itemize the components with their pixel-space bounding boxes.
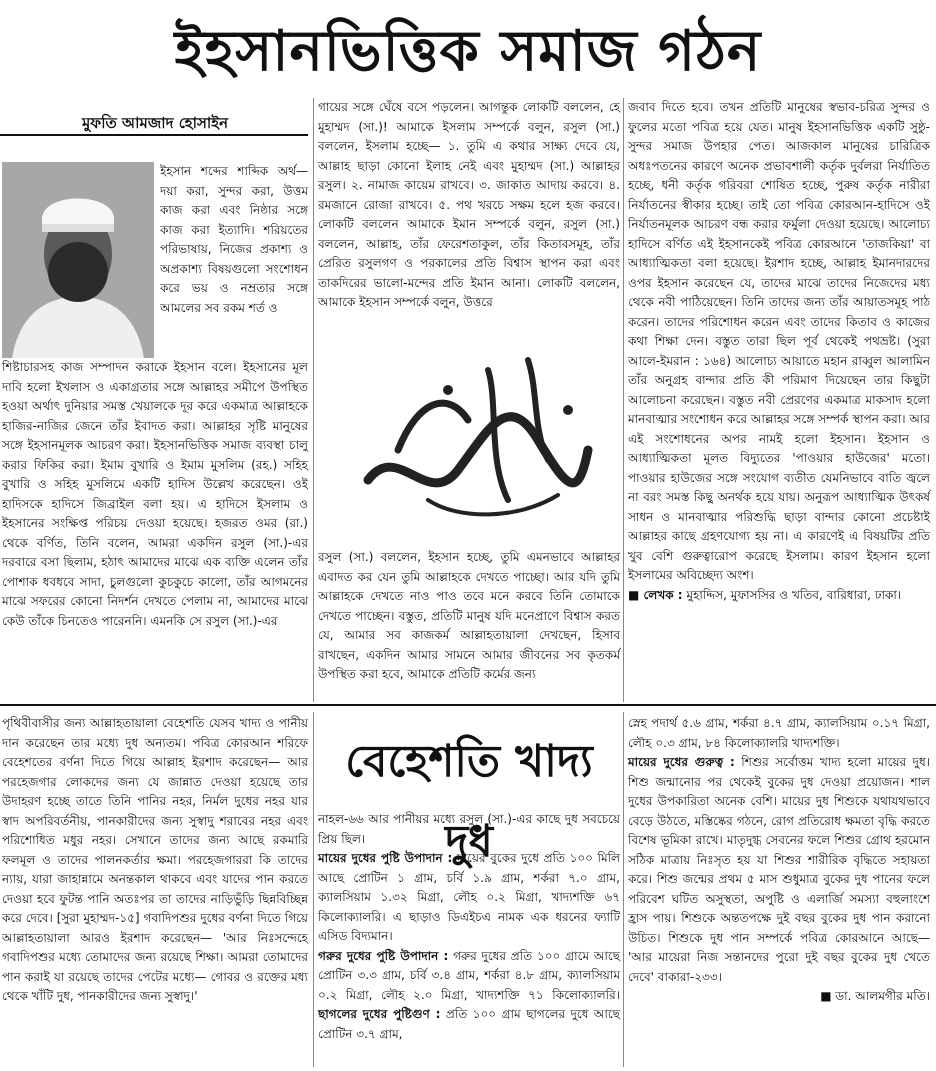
author-portrait-image (2, 162, 154, 358)
importance-label: মায়ের দুধের গুরুত্ব : (628, 755, 735, 769)
article1-col1-bottom (2, 358, 308, 631)
calligraphy-ornament (338, 330, 608, 530)
article1-paragraph: শিষ্টাচারসহ কাজ সম্পাদন করাকে ইহসান বলে। ইহসানের মূল দাবি হলো ইখলাস ও একাগ্রতার সঙ্গে আল্লাহর সমীপে উপস্থিত হওয়া অর্থাৎ দুনিয়ার সমস্ত খেয়ালকে দূর করে একমাত্র আল্লাহকে হাজির-নাজির জেনে তাঁর ইবাদত করা। আল্লাহর সৃষ্টি মানুষের সঙ্গে ইহসানমূলক আচরণ করা। ইহসানভিত্তিক সমাজ ব্যবস্থা চালু করার ফিকির করা। ইমাম বুখারি ও ইমাম মুসলিম (রহ.) সহিহ বুখারি ও সহিহ মুসলিমে একটি হাদিস উল্লেখ করেছেন। ওই হাদিসকে হাদিসে জিব্রাইল বলা হয়। এ হাদিসে ইসলাম ও ইহসানের সংক্ষিপ্ত পরিচয় দেওয়া হয়েছে। হজরত ওমর (রা.) থেকে বর্ণিত, তিনি বলেন, আমরা একদিন রসুল (সা.)-এর দরবারে বসা ছিলাম, হঠাৎ আমাদের মাঝে এক ব্যক্তি এলেন তাঁর পোশাক ধবধবে সাদা, চুলগুলো কুচকুচে কালো, তাঁর আগমনের মাঝে সফরের কোনো নিদর্শন দেখতে পেলাম না, আমাদের মাঝে কেউ তাঁকে চিনতেও পারেননি। এমনকি সে রসুল (সা.)-এর (2, 360, 308, 628)
article2-paragraph: পৃথিবীবাসীর জন্য আল্লাহতায়ালা বেহেশতি যেসব খাদ্য ও পানীয় দান করেছেন তার মধ্যে দুধ অন্যতম। পবিত্র কোরআন শরিফে বেহেশতের বর্ণনা দিতে গিয়ে আল্লাহ ইরশাদ করেছেন— আর পরহেজগার লোকদের জন্য যে জান্নাত দেওয়া হয়েছে তার উদাহরণ হচ্ছে তাতে তিনি পানির নহর, নির্মল দুধের নহর যার স্বাদ অপরিবর্তনীয়, পানকারীদের জন্য সুস্বাদু শরাবের নহর এবং পরিশোধিত মধুর নহর। সেখানে তাদের জন্য আছে রকমারি ফলমূল ও তাদের পালনকর্তার ক্ষমা। পরহেজগাররা কি তাদের ন্যায়, যারা জাহান্নামে অনন্তকাল থাকবে এবং যাদের পান করতে দেওয়া হবে ফুটন্ত পানি অতঃপর তা তাদের নাড়িভুঁড়ি ছিন্নবিচ্ছিন্ন করে দেবে। [সুরা মুহাম্মদ-১৫] গবাদিপশুর দুধের বর্ণনা দিতে গিয়ে আল্লাহতায়ালা আরও ইরশাদ করেছেন— 'আর নিঃসন্দেহে গবাদিপশুর মধ্যে তোমাদের জন্য রয়েছে শিক্ষা। আমরা তোমাদের পান করাই যা রয়েছে তাদের পেটের মধ্যে— গোবর ও রক্তের মধ্য থেকে খাঁটি দুধ, পানকারীদের জন্য সুস্বাদু।' (2, 716, 308, 1003)
importance-text: শিশুর সর্বোত্তম খাদ্য হলো মায়ের দুধ। শিশু জন্মানোর পর থেকেই বুকের দুধ দেওয়া প্রয়োজন। শাল দুধের উপকারিতা অনেক বেশি। মায়ের দুধ শিশুকে যথাযথভাবে বেড়ে উঠতে, মস্তিষ্কের গঠনে, রোগ প্রতিরোধ ক্ষমতা বৃদ্ধি করতে বিশেষ ভূমিকা রাখে। মাতৃদুগ্ধ সেবনের ফলে শিশুর গ্রোথ হরমোন সঠিক মাত্রায় নিঃসৃত হয় যা শিশুর শারীরিক বৃদ্ধিতে সহায়তা করে। শিশু জন্মের প্রথম ৫ মাস শুধুমাত্র বুকের দুধ পানের ফলে পরিবেশ ঘটিত অসুস্থতা, অপুষ্টি ও এলার্জি সমস্যা বহুলাংশে হ্রাস পায়। শিশুকে অন্ততপক্ষে দুই বছর বুকের দুধ পান করানো উচিত। শিশুকে দুধ পান সম্পর্কে পবিত্র কোরআনে আছে— 'আর মায়েরা নিজ সন্তানদের পুরো দুই বছর বুকের দুধ খেতে দেবে' বাকারা-২৩৩। (628, 755, 930, 984)
article1-paragraph: গায়ের সঙ্গে ঘেঁষে বসে পড়লেন। আগন্তুক লোকটি বললেন, হে মুহাম্মদ (সা.)! আমাকে ইসলাম সম্পর্কে বলুন, রসুল (সা.) বললেন, ইসলাম হচ্ছে— ১. তুমি এ কথার সাক্ষ্য দেবে যে, আল্লাহ ছাড়া কোনো ইলাহ নেই এবং মুহাম্মদ (সা.) আল্লাহর রসুল। ২. নামাজ কায়েম রাখবে। ৩. জাকাত আদায় করবে। ৪. রমজানে রোজা রাখবে। ৫. পথ খরচে সক্ষম হলে হজ করবে। লোকটি বললেন আমাকে ইমান সম্পর্কে বলুন, রসুল (সা.) বললেন, আল্লাহ, তাঁর ফেরেশতাকুল, তাঁর কিতাবসমূহ, তাঁর প্রেরিত রসুলগণ ও পরকালের প্রতি বিশ্বাস স্থাপন করা এবং তাকদিরের ভালো-মন্দের প্রতি ইমান আনা। লোকটি বললেন, আমাকে ইহসান সম্পর্কে বলুন, উত্তরে (318, 100, 620, 309)
article1-col1-top (160, 162, 308, 318)
author-name: মুফতি আমজাদ হোসাইন (81, 114, 229, 132)
article-title: ইহসানভিত্তিক সমাজ গঠন (174, 18, 762, 84)
article2-col2 (318, 810, 620, 1044)
cow-milk-text: গরুর দুধের প্রতি ১০০ গ্রামে আছে প্রোটিন ৩.৩ গ্রাম, চর্বি ৩.৪ গ্রাম, শর্করা ৪.৮ গ্রাম, ক্যালসিয়াম ০.২ মিগ্রা, লৌহ ২.০ মিগ্রা, খাদ্যশক্তি ৭১ কিলোক্যালরি। (318, 948, 620, 1002)
calligraphy-image (338, 330, 608, 530)
column-rule (313, 98, 314, 702)
breast-milk-importance (628, 753, 930, 987)
article1-col2-bottom (318, 548, 620, 685)
article2-col1 (2, 714, 308, 1007)
goat-milk-text: প্রতি ১০০ গ্রাম ছাগলের দুধে আছে প্রোটিন ৩.৭ গ্রাম, (318, 1007, 620, 1041)
mother-milk-label: মায়ের দুধের পুষ্টি উপাদান : (318, 851, 453, 865)
article1-col3 (628, 98, 930, 605)
article1-paragraph: জবাব দিতে হবে। তখন প্রতিটি মানুষের স্বভাব-চরিত্র সুন্দর ও ফুলের মতো পবিত্র হয়ে যেত। মানুষ ইহসানভিত্তিক একটি সুষ্ঠু-সুন্দর সমাজ উপহার পেত। আজকাল মানুষের চারিত্রিক অধঃপতনের কারণে অনেক প্রভাবশালী কর্তৃক দুর্বলরা নির্যাতিত হচ্ছে, ধনী কর্তৃক গরিবরা শোষিত হচ্ছে, পুরুষ কর্তৃক নারীরা নির্যাতনের স্বীকার হচ্ছে। তাই তো পবিত্র কোরআন-হাদিসে ওই নির্যাতনমূলক আচরণ বন্ধ করার ফর্মুলা দেওয়া হয়েছে। আলোচ্য হাদিসে বর্ণিত এই ইহসানকেই পবিত্র কোরআনে 'তাজকিয়া' বা আধ্যাত্মিকতা বলা হয়েছে। ইরশাদ হচ্ছে, আল্লাহ ইমানদারদের ওপর ইহসান করেছেন যে, তাদের মাঝে তাদের নিজেদের মধ্য থেকে নবী পাঠিয়েছেন। তিনি তাদের জন্য তাঁর আয়াতসমূহ পাঠ করেন। তাদের পরিশোধন করেন এবং তাদের কিতাব ও কাজের কথা শিক্ষা দেন। বস্তুত তারা ছিল পূর্ব থেকেই পথভ্রষ্ট। (সুরা আলে-ইমরান : ১৬৪) আলোচ্য আয়াতে মহান রাব্বুল আলামিন তাঁর অনুগ্রহ বান্দার প্রতি কী পরিমাণ দিয়েছেন তার কিছুটা আলোচনা করেছেন। বস্তুত নবী প্রেরণের একমাত্র মাকসাদ হলো মানবাত্মার সংশোধন করে আল্লাহর সঙ্গে সম্পর্ক স্থাপন করা। আর এই সংশোধনের অপর নামই হলো ইহসান। ইহসান ও আধ্যাত্মিকতা মূলত বিদ্যুতের 'পাওয়ার হাউজের' মতো। পাওয়ার হাউজের সঙ্গে সংযোগ ব্যতীত যেমনিভাবে বাতি জ্বলে না বরং সমস্ত কিছু অনর্থক হয়ে যায়। অনুরূপ আধ্যাত্মিক উৎকর্ষ সাধন ও মানবাত্মার পরিশুদ্ধি ছাড়া বান্দার কোনো প্রচেষ্টাই আল্লাহর কাছে গ্রহণযোগ্য হয় না। এ কারণেই এ বিষয়টির প্রতি খুব বেশি গুরুত্বারোপ করেছে ইসলাম। কারণ ইহসান হলো ইসলামের অবিচ্ছেদ্য অংশ। (628, 100, 930, 582)
mother-milk-nutrition (318, 849, 620, 947)
column-rule (623, 712, 624, 1067)
author-divider (0, 134, 308, 136)
article1-paragraph: রসুল (সা.) বললেন, ইহসান হচ্ছে, তুমি এমনভাবে আল্লাহর এবাদত কর যেন তুমি আল্লাহকে দেখতে পাচ্ছো। আর যদি তুমি আল্লাহকে দেখতে নাও পাও তবে মনে করবে তিনি তোমাকে দেখতে পাচ্ছেন। বস্তুত, প্রতিটি মানুষ যদি মনেপ্রাণে বিশ্বাস করত যে, আমার সব কাজকর্ম আল্লাহতায়ালা দেখছেন, হিসাব রাখছেন, একদিন আমার সামনে আমার জীবনের সব কৃতকর্ম উপস্থিত করা হবে, আমাকে প্রতিটি কর্মের জন্য (318, 550, 620, 681)
article2-signature: ■ ডা. আলমগীর মতি। (820, 989, 930, 1003)
cow-milk-label: গরুর দুধের পুষ্টি উপাদান : (318, 948, 449, 963)
column-rule (623, 98, 624, 702)
goat-milk-label: ছাগলের দুধের পুষ্টিগুণ : (318, 1007, 441, 1021)
column-rule (313, 712, 314, 1067)
mother-milk-text: মায়ের বুকের দুধে প্রতি ১০০ মিলি আছে প্রোটিন ১ গ্রাম, চর্বি ১.৯ গ্রাম, শর্করা ৭.০ গ্রাম, ক্যালসিয়াম ১.৩২ মিগ্রা, লৌহ ০.২ মিগ্রা, খাদ্যশক্তি ৬৭ কিলোক্যালরি। এ ছাড়াও ডিএইচএ নামক এক ধরনের ফ্যাটি এসিড বিদ্যমান। (318, 851, 620, 943)
article1-col2-top (318, 98, 620, 313)
article2-paragraph: স্নেহ পদার্থ ৫.৬ গ্রাম, শর্করা ৪.৭ গ্রাম, ক্যালসিয়াম ০.১৭ মিগ্রা, লৌহ ০.৩ গ্রাম, ৮৪ কিলোক্যালরি খাদ্যশক্তি। (628, 716, 930, 750)
writer-credit (628, 586, 930, 606)
author-photo (2, 162, 154, 358)
article1-paragraph: ইহসান শব্দের শাব্দিক অর্থ— দয়া করা, সুন্দর করা, উত্তম কাজ করা এবং নিষ্ঠার সঙ্গে কাজ করা ইত্যাদি। শরিয়তের পরিভাষায়, নিজের প্রকাশ্য ও অপ্রকাশ্য বিষয়গুলো সংশোধন করে ভয় ও নম্রতার সঙ্গে আমলের সব রকম শর্ত ও (160, 164, 308, 315)
writer-text: মুহাদ্দিস, মুফাসসির ও খতিব, বারিধারা, ঢাকা। (686, 587, 902, 602)
article-divider (0, 704, 936, 706)
article2-title: বেহেশতি খাদ্য দুধ (345, 736, 593, 867)
cow-milk-nutrition (318, 947, 620, 1045)
article2-paragraph: নাহল-৬৬ আর পানীয়র মধ্যে রসুল (সা.)-এর কাছে দুধ সবচেয়ে প্রিয় ছিল। (318, 812, 620, 846)
writer-label: ■ লেখক : (628, 587, 683, 602)
article2-col3 (628, 714, 930, 1007)
